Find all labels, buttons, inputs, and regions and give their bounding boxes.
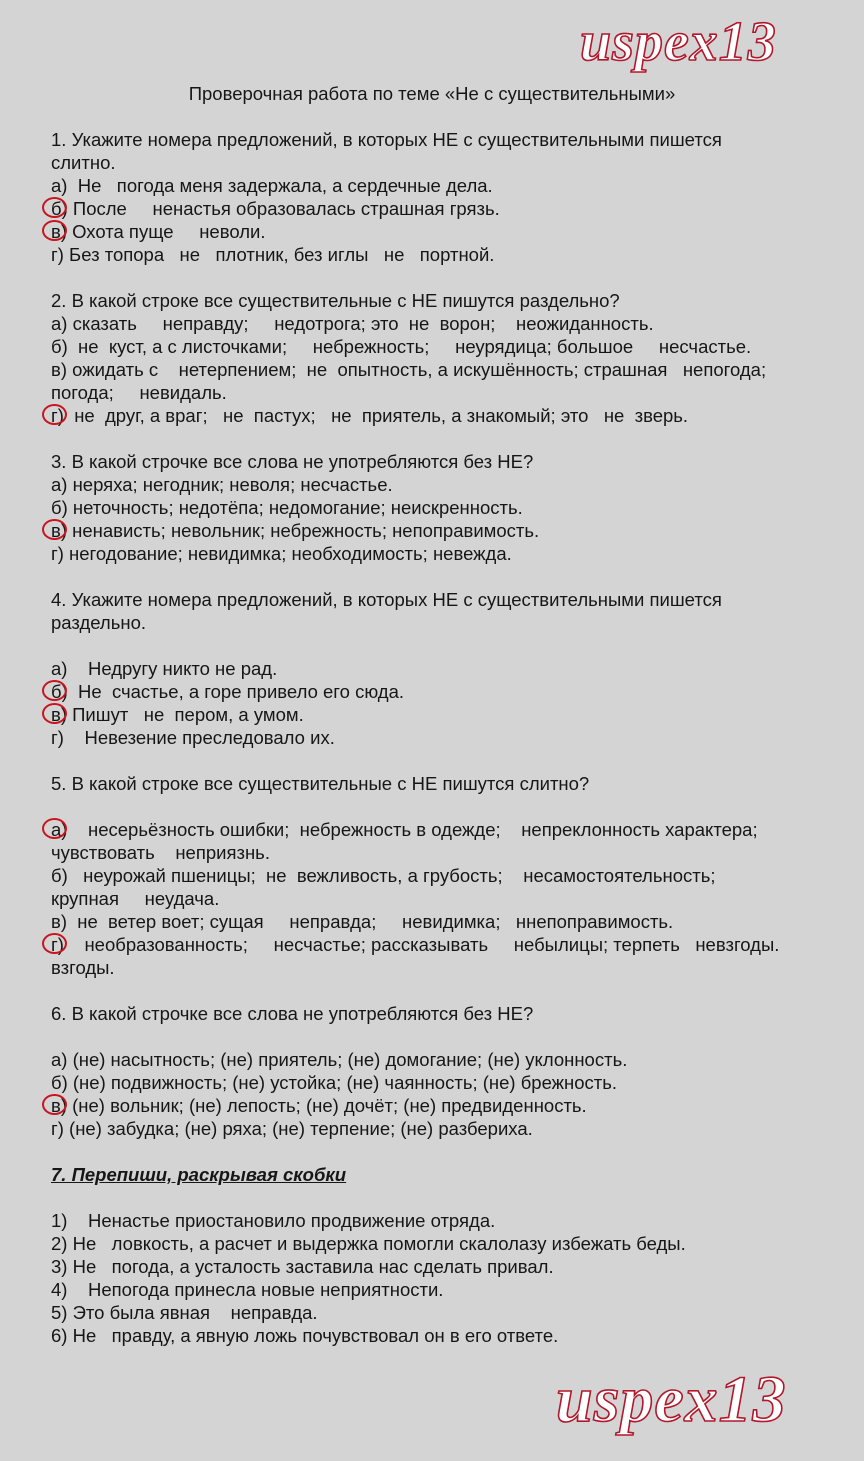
q6-option-a: а) (не) насытность; (не) приятель; (не) домогание; (не) уклонность. bbox=[51, 1049, 628, 1070]
q5-option-b: б) неурожай пшеницы; не вежливость, а грубость; несамостоятельность; bbox=[51, 865, 716, 886]
q3-question: 3. В какой строчке все слова не употребляются без НЕ? bbox=[51, 451, 534, 472]
q4-option-d: г) Невезение преследовало их. bbox=[51, 727, 335, 748]
q1-option-b: б) После ненастья образовалась страшная грязь. bbox=[51, 197, 851, 220]
q6-option-c: в) (не) вольник; (не) лепость; (не) дочёт; (не) предвиденность. bbox=[51, 1094, 851, 1117]
q1-option-c: в) Охота пуще неволи. bbox=[51, 220, 851, 243]
answer-circle-mark bbox=[42, 519, 67, 540]
q5-option-d-cont: взгоды. bbox=[51, 957, 115, 978]
answer-circle-mark bbox=[42, 680, 67, 701]
q5-option-a-cont: чувствовать неприязнь. bbox=[51, 842, 270, 863]
q4-question-cont: раздельно. bbox=[51, 612, 146, 633]
q5-option-a: а) несерьёзность ошибки; небрежность в одежде; непреклонность характера; bbox=[51, 818, 851, 841]
q1-option-d: г) Без топора не плотник, без иглы не портной. bbox=[51, 244, 495, 265]
worksheet-content bbox=[51, 128, 851, 1347]
q2-option-a: а) сказать неправду; недотрога; это не ворон; неожиданность. bbox=[51, 313, 654, 334]
q4-question: 4. Укажите номера предложений, в которых НЕ с существительными пишется bbox=[51, 589, 722, 610]
q5-option-b-cont: крупная неудача. bbox=[51, 888, 220, 909]
page-title: Проверочная работа по теме «Не с существительными» bbox=[188, 83, 676, 104]
answer-circle-mark bbox=[42, 404, 67, 425]
q2-option-c-cont: погода; невидаль. bbox=[51, 382, 227, 403]
q5-option-d: г) необразованность; несчастье; рассказывать небылицы; терпеть невзгоды. bbox=[51, 933, 851, 956]
q2-option-d: г) не друг, а враг; не пастух; не приятель, а знакомый; это не зверь. bbox=[51, 404, 851, 427]
task7-sentence-6: 6) Не правду, а явную ложь почувствовал он в его ответе. bbox=[51, 1325, 559, 1346]
q2-option-b: б) не куст, а с листочками; небрежность; неурядица; большое несчастье. bbox=[51, 336, 752, 357]
watermark-bottom: uspex13 bbox=[556, 1363, 787, 1436]
q3-option-d: г) негодование; невидимка; необходимость; невежда. bbox=[51, 543, 512, 564]
task7-sentence-5: 5) Это была явная неправда. bbox=[51, 1302, 318, 1323]
q2-option-c: в) ожидать с нетерпением; не опытность, а искушённость; страшная непогода; bbox=[51, 359, 767, 380]
q1-option-a: а) Не погода меня задержала, а сердечные дела. bbox=[51, 175, 493, 196]
task7-sentence-4: 4) Непогода принесла новые неприятности. bbox=[51, 1279, 444, 1300]
q2-question: 2. В какой строке все существительные с НЕ пишутся раздельно? bbox=[51, 290, 620, 311]
answer-circle-mark bbox=[42, 197, 67, 218]
task7-sentence-2: 2) Не ловкость, а расчет и выдержка помогли скалолазу избежать беды. bbox=[51, 1233, 686, 1254]
q6-option-d: г) (не) забудка; (не) ряха; (не) терпение; (не) разбериха. bbox=[51, 1118, 533, 1139]
q4-option-a: а) Недругу никто не рад. bbox=[51, 658, 278, 679]
q5-option-c: в) не ветер воет; сущая неправда; невидимка; ннепоправимость. bbox=[51, 911, 674, 932]
q1-question-cont: слитно. bbox=[51, 152, 116, 173]
q1-question: 1. Укажите номера предложений, в которых НЕ с существительными пишется bbox=[51, 129, 722, 150]
answer-circle-mark bbox=[42, 220, 67, 241]
task7-sentence-3: 3) Не погода, а усталость заставила нас сделать привал. bbox=[51, 1256, 554, 1277]
q5-question: 5. В какой строке все существительные с НЕ пишутся слитно? bbox=[51, 773, 590, 794]
answer-circle-mark bbox=[42, 703, 67, 724]
q6-question: 6. В какой строчке все слова не употребляются без НЕ? bbox=[51, 1003, 534, 1024]
q4-option-c: в) Пишут не пером, а умом. bbox=[51, 703, 851, 726]
task7-heading: 7. Перепиши, раскрывая скобки bbox=[51, 1164, 347, 1185]
q3-option-b: б) неточность; недотёпа; недомогание; неискренность. bbox=[51, 497, 523, 518]
answer-circle-mark bbox=[42, 933, 67, 954]
answer-circle-mark bbox=[42, 818, 67, 839]
q6-option-b: б) (не) подвижность; (не) устойка; (не) чаянность; (не) брежность. bbox=[51, 1072, 618, 1093]
answer-circle-mark bbox=[42, 1094, 67, 1115]
watermark-top: uspex13 bbox=[580, 11, 777, 73]
q4-option-b: б) Не счастье, а горе привело его сюда. bbox=[51, 680, 851, 703]
q3-option-a: а) неряха; негодник; неволя; несчастье. bbox=[51, 474, 393, 495]
task7-sentence-1: 1) Ненастье приостановило продвижение отряда. bbox=[51, 1210, 496, 1231]
q3-option-c: в) ненависть; невольник; небрежность; непоправимость. bbox=[51, 519, 851, 542]
